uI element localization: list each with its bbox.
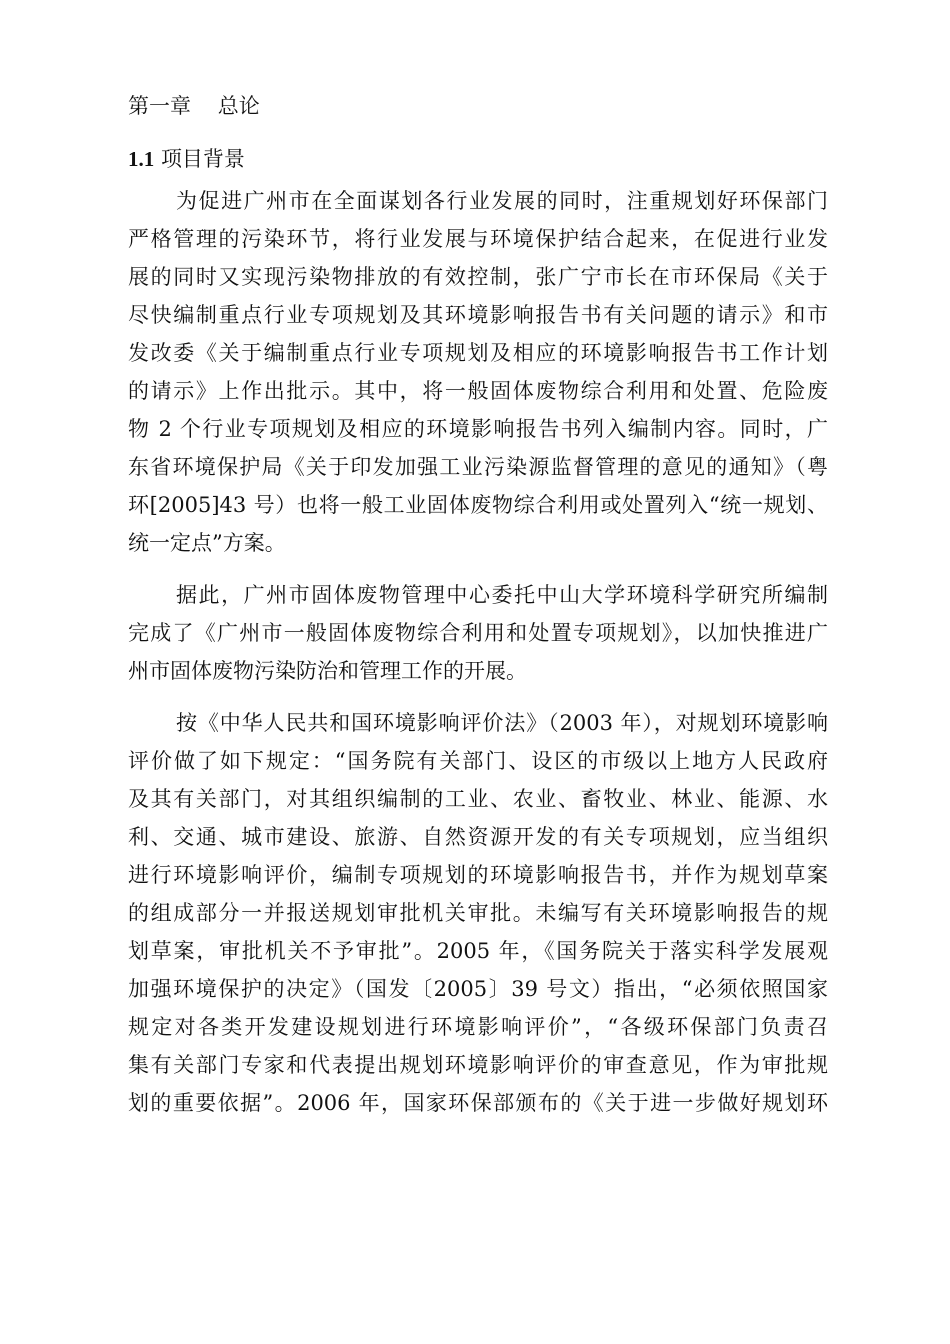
text-line: 展的同时又实现污染物排放的有效控制，张广宁市长在市环保局《关于 (128, 265, 828, 289)
text-line: 的请示》上作出批示。其中，将一般固体废物综合利用和处置、危险废 (128, 379, 828, 403)
text-line: 划草案，审批机关不予审批”。2005 年，《国务院关于落实科学发展观 (128, 939, 828, 963)
text-line: 进行环境影响评价，编制专项规划的环境影响报告书，并作为规划草案 (128, 863, 828, 887)
text-line: 严格管理的污染环节，将行业发展与环境保护结合起来，在促进行业发 (128, 227, 828, 251)
text-line: 物 2 个行业专项规划及相应的环境影响报告书列入编制内容。同时，广 (128, 417, 828, 441)
text-line: 州市固体废物污染防治和管理工作的开展。 (128, 659, 527, 683)
text-line: 评价做了如下规定：“国务院有关部门、设区的市级以上地方人民政府 (128, 749, 828, 773)
text-line: 东省环境保护局《关于印发加强工业污染源监督管理的意见的通知》（粤 (128, 455, 828, 479)
text-line: 及其有关部门，对其组织编制的工业、农业、畜牧业、林业、能源、水 (128, 787, 828, 811)
text-line: 统一定点”方案。 (128, 531, 286, 555)
text-line: 利、交通、城市建设、旅游、自然资源开发的有关专项规划，应当组织 (128, 825, 828, 849)
text-line: 规定对各类开发建设规划进行环境影响评价”，“各级环保部门负责召 (128, 1015, 828, 1039)
text-line: 尽快编制重点行业专项规划及其环境影响报告书有关问题的请示》和市 (128, 303, 828, 327)
section-heading (128, 145, 245, 173)
text-line: 的组成部分一并报送规划审批机关审批。未编写有关环境影响报告的规 (128, 901, 828, 925)
paragraph-commission (128, 576, 828, 690)
text-line: 发改委《关于编制重点行业专项规划及相应的环境影响报告书工作计划 (128, 341, 828, 365)
text-line: 按《中华人民共和国环境影响评价法》（2003 年），对规划环境影响 (176, 711, 828, 735)
text-line: 划的重要依据”。2006 年，国家环保部颁布的《关于进一步做好规划环 (128, 1091, 828, 1115)
section-number: 1.1 (128, 147, 155, 171)
paragraph-legal-basis (128, 704, 828, 1122)
chapter-number: 第一章 (128, 94, 191, 118)
text-line: 据此，广州市固体废物管理中心委托中山大学环境科学研究所编制 (176, 583, 828, 607)
text-line: 完成了《广州市一般固体废物综合利用和处置专项规划》，以加快推进广 (128, 621, 828, 645)
chapter-name: 总论 (217, 94, 260, 118)
paragraph-background (128, 182, 828, 562)
text-line: 为促进广州市在全面谋划各行业发展的同时，注重规划好环保部门 (176, 189, 828, 213)
chapter-title (128, 92, 260, 120)
text-line: 集有关部门专家和代表提出规划环境影响评价的审查意见，作为审批规 (128, 1053, 828, 1077)
body-text (128, 182, 828, 1136)
text-line: 加强环境保护的决定》（国发〔2005〕39 号文）指出，“必须依照国家 (128, 977, 828, 1001)
text-line: 环[2005]43 号）也将一般工业固体废物综合利用或处置列入“统一规划、 (128, 493, 828, 517)
section-title: 项目背景 (160, 147, 245, 171)
